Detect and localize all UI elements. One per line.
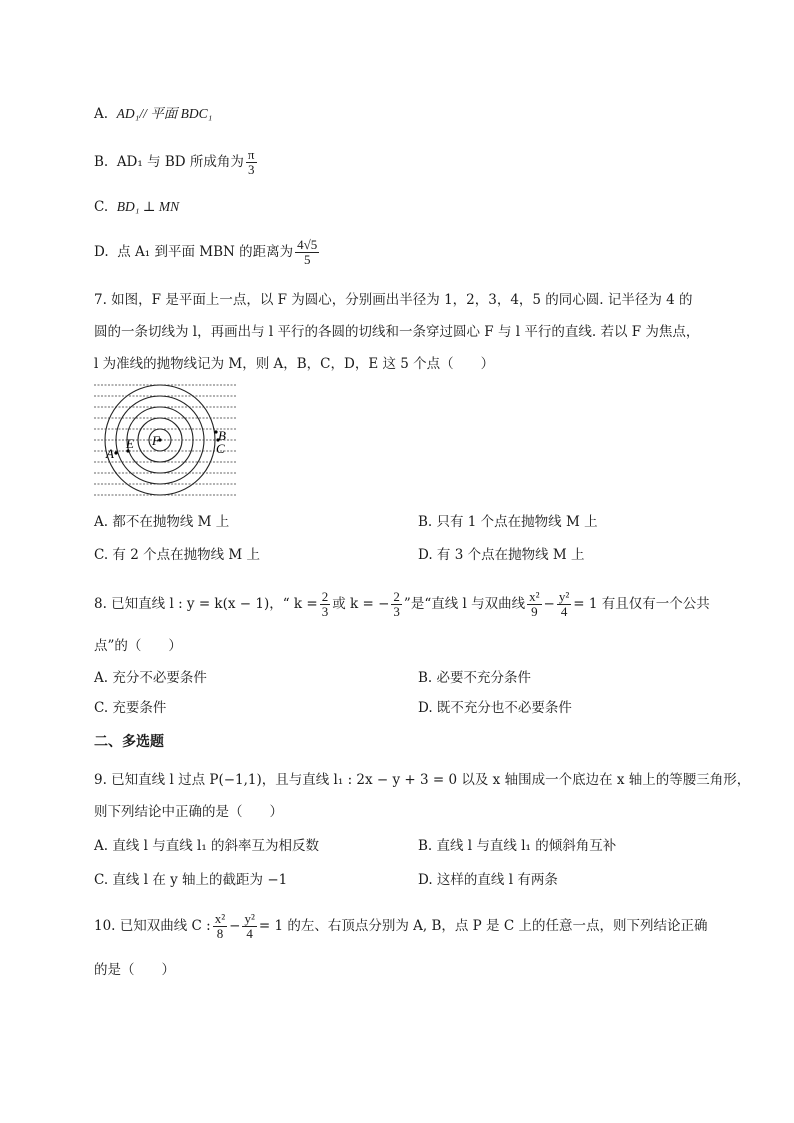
q8-stem-line2: 点”的（ ） <box>94 638 182 654</box>
label-f: F <box>152 433 160 448</box>
q9-stem-line2: 则下列结论中正确的是（ ） <box>94 804 283 820</box>
q8-option-c: C. 充要条件 <box>94 700 167 716</box>
q6-option-a <box>94 104 212 124</box>
q9-option-d: D. 这样的直线 l 有两条 <box>418 872 558 888</box>
q8-option-b: B. 必要不充分条件 <box>418 670 532 686</box>
q8-stem-line1 <box>94 590 710 619</box>
q7-stem-line3: l 为准线的抛物线记为 M，则 A，B，C，D，E 这 5 个点（ ） <box>94 356 495 372</box>
q8-option-a: A. 充分不必要条件 <box>94 670 207 686</box>
q9-option-b: B. 直线 l 与直线 l₁ 的倾斜角互补 <box>418 838 617 854</box>
concentric-circles-figure <box>94 382 236 498</box>
q7-stem-line1: 7. 如图，F 是平面上一点，以 F 为圆心，分别画出半径为 1，2，3，4，5 的同心圆. 记半径为 4 的 <box>94 292 693 308</box>
stem-text: − <box>229 918 241 934</box>
denominator: 3 <box>393 604 400 619</box>
numerator: x² <box>214 911 226 926</box>
label-c: C <box>216 441 225 456</box>
q10-stem-line1 <box>94 912 707 941</box>
stem-text: = 1 有且仅有一个公共 <box>573 596 710 612</box>
fraction <box>320 590 331 619</box>
numerator: 2 <box>321 589 329 604</box>
fraction <box>391 590 402 619</box>
q7-option-a: A. 都不在抛物线 M 上 <box>94 514 230 530</box>
numerator: 2 <box>393 589 400 604</box>
denominator: 3 <box>321 604 329 619</box>
q7-option-c: C. 有 2 个点在抛物线 M 上 <box>94 547 261 563</box>
q6-option-c <box>94 197 179 217</box>
q8-option-d: D. 既不充分也不必要条件 <box>418 700 572 716</box>
q10-stem-line2: 的是（ ） <box>94 962 175 978</box>
q7-option-b: B. 只有 1 个点在抛物线 M 上 <box>418 514 598 530</box>
numerator: π <box>247 147 255 162</box>
option-text: 点 A₁ 到平面 MBN 的距离为 <box>117 244 294 260</box>
q7-option-d: D. 有 3 个点在抛物线 M 上 <box>418 547 585 563</box>
denominator: 8 <box>216 926 224 941</box>
option-label: B. <box>94 154 109 170</box>
section-title: 二、多选题 <box>94 734 164 750</box>
stem-text: 10. 已知双曲线 C : <box>94 918 211 934</box>
stem-text: = 1 的左、右顶点分别为 A, B，点 P 是 C 上的任意一点，则下列结论正确 <box>258 918 708 934</box>
denominator: 4 <box>560 604 568 619</box>
stem-text: 或 k = − <box>332 596 390 612</box>
denominator: 9 <box>531 604 538 619</box>
option-text: AD₁// 平面 BDC₁ <box>116 106 213 121</box>
option-text: BD₁ ⊥ MN <box>116 199 180 214</box>
fraction <box>527 590 541 619</box>
stem-text: − <box>543 596 555 612</box>
stem-text: ”是“直线 l 与双曲线 <box>403 596 526 612</box>
label-a: A <box>106 446 114 461</box>
q9-option-a: A. 直线 l 与直线 l₁ 的斜率互为相反数 <box>94 838 320 854</box>
fraction <box>242 912 256 941</box>
numerator: y² <box>244 911 255 926</box>
denominator: 4 <box>246 926 253 941</box>
numerator: y² <box>558 589 570 604</box>
option-text: AD₁ 与 BD 所成角为 <box>116 154 244 170</box>
denominator: 3 <box>247 162 255 177</box>
label-e: E <box>126 436 134 451</box>
q7-stem-line2: 圆的一条切线为 l，再画出与 l 平行的各圆的切线和一条穿过圆心 F 与 l 平行的直线. 若以 F 为焦点， <box>94 324 700 340</box>
numerator: x² <box>529 589 540 604</box>
q9-option-c: C. 直线 l 在 y 轴上的截距为 −1 <box>94 872 288 888</box>
stem-text: 8. 已知直线 l : y = k(x − 1)，“ k = <box>94 596 318 612</box>
fraction <box>213 912 227 941</box>
fraction <box>557 590 571 619</box>
fraction <box>246 148 257 177</box>
q6-option-d <box>94 238 321 267</box>
numerator: 4√5 <box>297 237 318 252</box>
denominator: 5 <box>303 252 311 267</box>
option-label: C. <box>94 199 109 215</box>
option-label: D. <box>94 244 109 260</box>
q9-stem-line1: 9. 已知直线 l 过点 P(−1,1)，且与直线 l₁ : 2x − y + 3 = 0 以及 x 轴围成一个底边在 x 轴上的等腰三角形， <box>94 772 751 788</box>
fraction <box>295 238 319 267</box>
q6-option-b <box>94 148 259 177</box>
label-b: B <box>218 428 226 443</box>
option-label: A. <box>94 106 109 122</box>
